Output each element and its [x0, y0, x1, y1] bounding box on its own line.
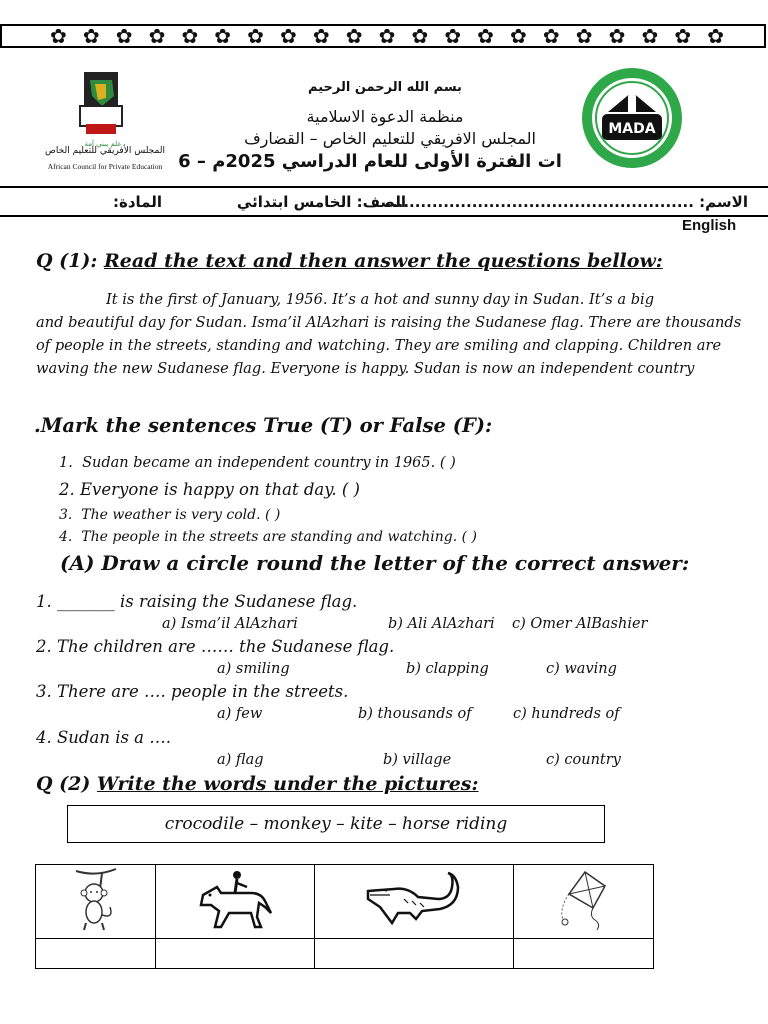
mc-question-3: 3. There are …. people in the streets. — [36, 682, 349, 701]
mc-option-2a: a) smiling — [217, 661, 290, 677]
header-bottom-rule — [0, 215, 768, 217]
flower-icon: ✿ — [542, 24, 560, 48]
flower-icon: ✿ — [115, 24, 133, 48]
exam-title: ات الفترة الأولى للعام الدراسي 2025م – 6 — [178, 151, 562, 172]
passage-first-line: It is the first of January, 1956. It’s a hot and sunny day in Sudan. It’s a big — [106, 291, 655, 308]
monkey-picture-cell — [36, 865, 156, 939]
flower-icon: ✿ — [148, 24, 166, 48]
flower-icon: ✿ — [312, 24, 330, 48]
mc-option-4a: a) flag — [217, 752, 264, 768]
answer-cell-3[interactable] — [315, 939, 514, 969]
mc-option-3a: a) few — [217, 706, 263, 722]
mc-option-1b: b) Ali AlAzhari — [388, 616, 495, 632]
tf-item-text: The weather is very cold. ( ) — [81, 507, 281, 523]
svg-text:علم يبني أمة: علم يبني أمة — [84, 140, 122, 148]
mc-option-4c: c) country — [546, 752, 621, 768]
q1-heading — [36, 250, 663, 272]
flower-icon: ✿ — [181, 24, 199, 48]
flower-icon: ✿ — [214, 24, 232, 48]
q2-heading — [36, 773, 479, 795]
student-name-field: الاسم: ...................................................... — [386, 193, 748, 211]
flower-icon: ✿ — [510, 24, 527, 48]
mada-logo-text: MADA — [608, 121, 656, 137]
crocodile-picture-cell — [315, 865, 514, 939]
mc-option-3c: c) hundreds of — [513, 706, 620, 722]
flower-icon: ✿ — [608, 24, 626, 48]
class-label: الصف: الخامس ابتدائي — [236, 193, 406, 211]
flower-icon: ✿ — [378, 24, 396, 48]
answer-cell-1[interactable] — [36, 939, 156, 969]
q1-label: Q (1): — [36, 250, 104, 272]
mc-option-4b: b) village — [383, 752, 452, 768]
mc-question-2: 2. The children are …… the Sudanese flag. — [36, 637, 395, 656]
kite-picture-cell — [514, 865, 654, 939]
mc-option-3b: b) thousands of — [358, 706, 472, 722]
answer-cell-4[interactable] — [514, 939, 654, 969]
flower-icon: ✿ — [674, 24, 692, 48]
logo-caption-arabic: المجلس الأفريقي للتعليم الخاص — [45, 146, 165, 156]
flower-icon: ✿ — [575, 24, 593, 48]
tf-item-3: 3. The weather is very cold. ( ) — [59, 507, 281, 523]
tf-item-2: 2. Everyone is happy on that day. ( ) — [59, 480, 360, 499]
logo-caption-english: African Council for Private Education — [47, 162, 163, 171]
kite-icon — [549, 868, 619, 932]
reading-passage — [36, 288, 742, 380]
mc-option-1a: a) Isma’il AlAzhari — [162, 616, 298, 632]
flower-icon: ✿ — [50, 24, 67, 48]
word-bank: crocodile – monkey – kite – horse riding — [164, 814, 508, 834]
monkey-icon — [66, 867, 126, 933]
bismillah: بسم الله الرحمن الرحيم — [308, 80, 462, 95]
q2-title: Write the words under the pictures: — [96, 773, 479, 795]
multiple-choice-heading: (A) Draw a circle round the letter of the correct answer: — [60, 551, 690, 575]
tf-item-text: Everyone is happy on that day. ( ) — [80, 480, 360, 499]
subject-value: English — [682, 217, 737, 234]
word-bank-box — [67, 805, 605, 843]
tf-item-text: Sudan became an independent country in 1965. ( ) — [82, 455, 456, 471]
answer-cell-2[interactable] — [156, 939, 315, 969]
picture-table — [35, 864, 654, 969]
true-false-heading: .Mark the sentences True (T) or False (F): — [34, 414, 493, 437]
mc-option-2b: b) clapping — [406, 661, 489, 677]
mc-question-4: 4. Sudan is a …. — [36, 728, 172, 747]
flower-icon: ✿ — [444, 24, 462, 48]
q2-label: Q (2) — [36, 773, 97, 795]
tf-item-text: The people in the streets are standing and watching. ( ) — [81, 529, 477, 545]
mada-logo — [580, 66, 684, 170]
flower-icon: ✿ — [477, 24, 494, 48]
council-name: المجلس الافريقي للتعليم الخاص – القضارف — [244, 129, 536, 148]
horse-riding-picture-cell — [156, 865, 315, 939]
q1-title: Read the text and then answer the questions bellow: — [104, 250, 663, 272]
tf-item-1: 1. Sudan became an independent country in 1965. ( ) — [59, 455, 456, 471]
subject-label: المادة: — [112, 193, 162, 211]
flower-icon: ✿ — [707, 24, 724, 48]
passage-body: and beautiful day for Sudan. Isma’il AlAzhari is raising the Sudanese flag. There are thousands of people in the streets, standing and watching. They are smiling and clapping. Children are waving the new Sudanese flag. Everyone is happy. Sudan is now an independent country — [36, 314, 742, 377]
mc-question-1: 1. _______ is raising the Sudanese flag. — [36, 592, 358, 611]
mc-option-2c: c) waving — [546, 661, 617, 677]
horse-rider-icon — [195, 869, 275, 931]
organization-name: منظمة الدعوة الاسلامية — [306, 107, 464, 126]
mc-option-1c: c) Omer AlBashier — [512, 616, 648, 632]
flower-icon: ✿ — [82, 24, 100, 48]
flower-icon: ✿ — [641, 24, 659, 48]
crocodile-icon — [364, 869, 464, 931]
flower-icon: ✿ — [280, 24, 297, 48]
flower-icon: ✿ — [247, 24, 264, 48]
flower-icon: ✿ — [411, 24, 429, 48]
flower-icon: ✿ — [345, 24, 363, 48]
flower-banner — [0, 24, 766, 48]
tf-item-4: 4. The people in the streets are standing and watching. ( ) — [59, 529, 477, 545]
header-top-rule — [0, 186, 768, 188]
